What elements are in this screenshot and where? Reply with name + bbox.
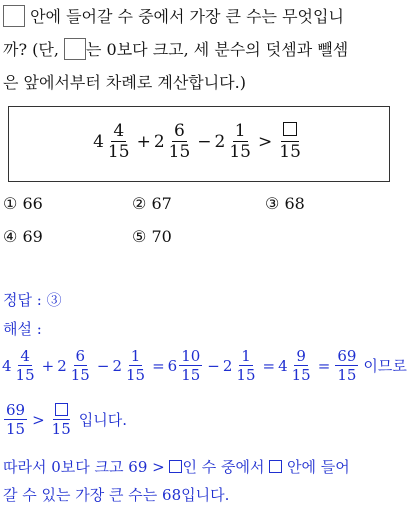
numerator: 6 <box>174 121 185 141</box>
equals-operator: = <box>262 356 276 375</box>
mixed-whole: 2 <box>222 356 233 375</box>
question-text-2b: 는 0보다 크고, 세 분수의 덧셈과 뺄셈 <box>86 40 349 59</box>
numerator: 9 <box>296 347 306 365</box>
mixed-whole: 6 <box>167 356 178 375</box>
minus-operator: − <box>96 356 110 375</box>
fraction <box>234 347 257 384</box>
fraction <box>167 121 193 162</box>
mixed-whole: 2 <box>57 356 67 375</box>
numerator: 1 <box>234 121 246 141</box>
plus-operator: + <box>41 356 55 375</box>
explanation-label: 해설 : <box>3 320 42 338</box>
fraction <box>4 401 27 438</box>
solution-comparison <box>2 401 127 438</box>
conclusion-line-1 <box>3 456 350 478</box>
numerator: 6 <box>75 347 86 365</box>
solution-calculation <box>2 347 407 384</box>
question-text-1: 안에 들어갈 수 중에서 가장 큰 수는 무엇입니 <box>30 7 344 26</box>
choice-value: 68 <box>284 194 305 213</box>
compare-suffix: 입니다. <box>78 411 128 429</box>
answer-blank-box <box>3 5 25 27</box>
question-text-2a: 까? (단, <box>3 40 59 59</box>
choice-marker: ④ <box>3 227 18 246</box>
fraction <box>124 347 147 384</box>
numerator: 10 <box>181 347 201 365</box>
numerator: 4 <box>20 347 30 365</box>
question-line-3: 은 앞에서부터 차례로 계산합니다.) <box>3 73 246 92</box>
mixed-whole: 4 <box>93 131 104 152</box>
denominator: 15 <box>6 420 26 438</box>
choice-marker: ③ <box>265 194 280 213</box>
problem-box <box>8 106 390 182</box>
answer-label: 정답 : ③ <box>3 291 62 309</box>
question-line-1 <box>3 5 344 29</box>
mixed-whole: 2 <box>112 356 122 375</box>
blank-square <box>269 460 282 473</box>
mixed-whole: 4 <box>278 356 288 375</box>
conclusion-text-1c: 안에 들어 <box>287 458 350 476</box>
blank-square <box>55 403 68 416</box>
choice-value: 70 <box>151 227 172 246</box>
denominator: 15 <box>229 142 251 162</box>
plus-operator: + <box>136 131 151 152</box>
fraction <box>227 121 253 162</box>
denominator: 15 <box>15 366 35 384</box>
choice-4[interactable] <box>3 226 43 248</box>
denominator: 15 <box>279 142 301 162</box>
numerator: 69 <box>6 401 26 419</box>
choice-3[interactable] <box>265 193 305 215</box>
conclusion-text-1b: 인 수 중에서 <box>182 458 265 476</box>
denominator: 15 <box>107 142 130 162</box>
choice-5[interactable] <box>132 226 172 248</box>
choice-value: 66 <box>22 194 43 213</box>
numerator: 4 <box>113 121 125 141</box>
mixed-whole: 4 <box>2 356 12 375</box>
choice-value: 69 <box>22 227 43 246</box>
blank-square <box>169 460 182 473</box>
conclusion-text-1a: 따라서 0보다 크고 69 > <box>3 458 165 476</box>
greater-than-operator: > <box>32 410 45 429</box>
numerator: 69 <box>337 347 357 365</box>
choice-marker: ⑤ <box>132 227 147 246</box>
choice-marker: ② <box>132 194 147 213</box>
minus-operator: − <box>207 356 220 375</box>
fraction <box>14 347 37 384</box>
blank-square <box>283 122 297 136</box>
choice-2[interactable] <box>132 193 172 215</box>
denominator: 15 <box>337 366 357 384</box>
fraction <box>290 347 313 384</box>
denominator: 15 <box>168 142 191 162</box>
choice-1[interactable] <box>3 193 43 215</box>
numerator: 1 <box>130 347 141 365</box>
mixed-whole: 2 <box>153 131 165 152</box>
denominator: 15 <box>51 420 71 438</box>
numerator <box>53 401 70 420</box>
conclusion-line-2: 갈 수 있는 가장 큰 수는 68입니다. <box>3 486 230 504</box>
fraction <box>106 121 132 162</box>
fraction <box>50 401 73 438</box>
denominator: 15 <box>181 366 201 384</box>
calc-suffix: 이므로 <box>363 357 407 375</box>
denominator: 15 <box>125 366 146 384</box>
fraction <box>69 347 92 384</box>
fraction <box>277 121 303 162</box>
denominator: 15 <box>291 366 311 384</box>
choice-value: 67 <box>151 194 172 213</box>
equals-operator: = <box>152 356 165 375</box>
denominator: 15 <box>70 366 90 384</box>
denominator: 15 <box>236 366 256 384</box>
fraction <box>335 347 358 384</box>
choice-marker: ① <box>3 194 18 213</box>
problem-expression <box>9 121 389 162</box>
numerator <box>281 121 299 142</box>
mixed-whole: 2 <box>214 131 226 152</box>
answer-blank-box <box>64 38 86 60</box>
greater-than-operator: > <box>258 131 273 152</box>
minus-operator: − <box>197 131 212 152</box>
equals-operator: = <box>317 356 331 375</box>
fraction <box>179 347 202 384</box>
numerator: 1 <box>241 347 251 365</box>
question-line-2 <box>3 38 348 62</box>
